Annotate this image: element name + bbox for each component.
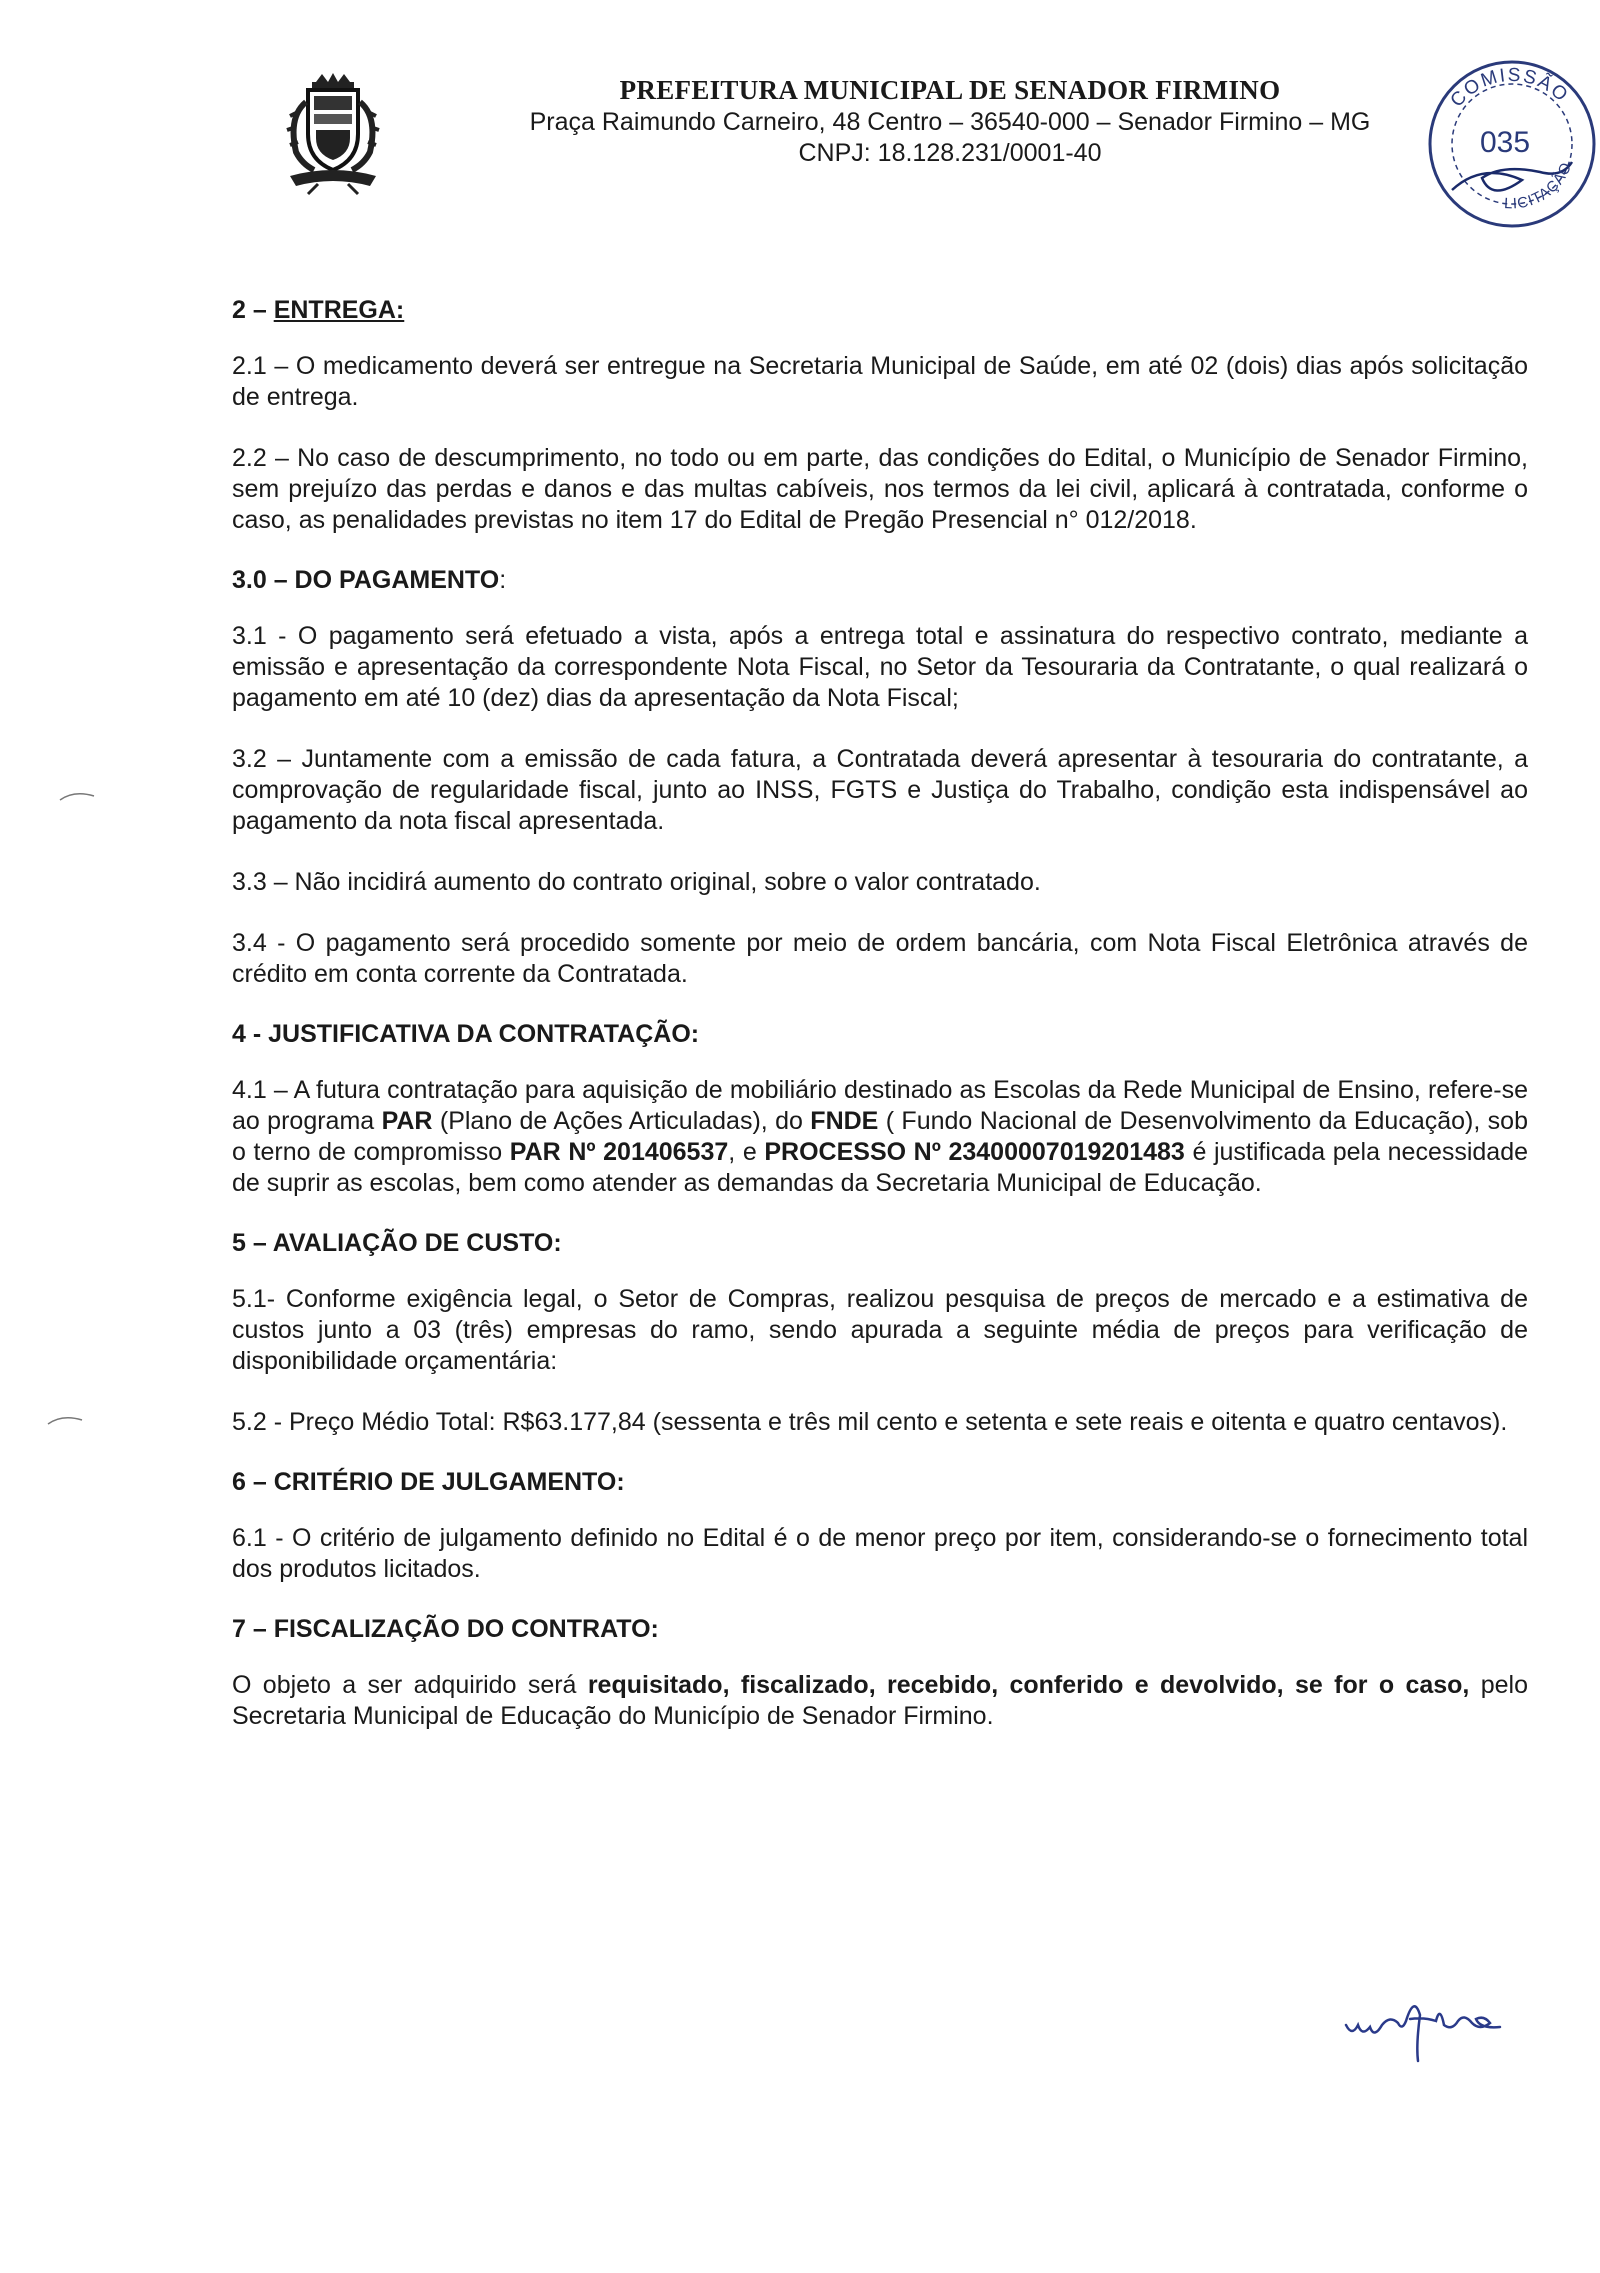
margin-tick-mark — [46, 1412, 86, 1426]
coat-of-arms-icon — [278, 72, 388, 197]
paragraph-3-2: 3.2 – Juntamente com a emissão de cada fatura, a Contratada deverá apresentar à tesouraria do contratante, a comprovação de regularidade fiscal, junto ao INSS, FGTS e Justiça do Trabalho, condição esta indispensável ao pagamento da nota fiscal apresentada. — [232, 745, 1528, 835]
section-5-heading: 5 – AVALIAÇÃO DE CUSTO: — [232, 1229, 562, 1257]
stamp-top-text: COMISSÃO — [1446, 64, 1573, 112]
svg-text:COMISSÃO — [1447, 65, 1573, 112]
header-text — [470, 75, 1430, 168]
header-address: Praça Raimundo Carneiro, 48 Centro – 36540-000 – Senador Firmino – MG — [529, 108, 1371, 136]
section-2-heading: 2 – ENTREGA: — [232, 296, 405, 324]
header-cnpj: CNPJ: 18.128.231/0001-40 — [798, 139, 1102, 167]
section-7-heading: 7 – FISCALIZAÇÃO DO CONTRATO: — [232, 1615, 659, 1643]
paragraph-6-1: 6.1 - O critério de julgamento definido no Edital é o de menor preço por item, considerando-se o fornecimento total dos produtos licitados. — [232, 1524, 1528, 1583]
section-6-heading: 6 – CRITÉRIO DE JULGAMENTO: — [232, 1468, 625, 1496]
paragraph-5-1: 5.1- Conforme exigência legal, o Setor de Compras, realizou pesquisa de preços de mercado e a estimativa de custos junto a 03 (três) empresas do ramo, sendo apurada a seguinte média de preços para verificação de disponibilidade orçamentária: — [232, 1285, 1528, 1375]
stamp-number: 035 — [1480, 126, 1531, 159]
section-4-heading: 4 - JUSTIFICATIVA DA CONTRATAÇÃO: — [232, 1020, 700, 1048]
header-title: PREFEITURA MUNICIPAL DE SENADOR FIRMINO — [619, 75, 1281, 105]
margin-tick-mark — [58, 788, 98, 802]
commission-stamp-icon — [1422, 52, 1600, 230]
paragraph-2-1: 2.1 – O medicamento deverá ser entregue na Secretaria Municipal de Saúde, em até 02 (dois) dias após solicitação de entrega. — [232, 352, 1528, 411]
paragraph-3-1: 3.1 - O pagamento será efetuado a vista, após a entrega total e assinatura do respectivo contrato, mediante a emissão e apresentação da correspondente Nota Fiscal, no Setor da Tesouraria da Contratante, o qual realizará o pagamento em até 10 (dez) dias da apresentação da Nota Fiscal; — [232, 622, 1528, 712]
paragraph-3-3: 3.3 – Não incidirá aumento do contrato original, sobre o valor contratado. — [232, 868, 1041, 896]
handwritten-signature — [1340, 1985, 1520, 2065]
document-body — [232, 296, 1528, 1762]
section-3-heading: 3.0 – DO PAGAMENTO: — [232, 566, 507, 594]
paragraph-4-1: 4.1 – A futura contratação para aquisição de mobiliário destinado as Escolas da Rede Municipal de Ensino, refere-se ao programa PAR (Plano de Ações Articuladas), do FNDE ( Fundo Nacional de Desenvolvimento da Educação), sob o terno de compromisso PAR Nº 201406537, e PROCESSO Nº 23400007019201483 é justificada pela necessidade de suprir as escolas, bem como atender as demandas da Secretaria Municipal de Educação. — [232, 1076, 1529, 1197]
paragraph-5-2: 5.2 - Preço Médio Total: R$63.177,84 (sessenta e três mil cento e setenta e sete reais e oitenta e quatro centavos). — [232, 1408, 1508, 1436]
paragraph-3-4: 3.4 - O pagamento será procedido somente por meio de ordem bancária, com Nota Fiscal Eletrônica através de crédito em conta corrente da Contratada. — [232, 929, 1528, 988]
document-header — [0, 0, 1600, 220]
stamp-bottom-text: LICITAÇÃO — [1503, 159, 1576, 213]
paragraph-7-1: O objeto a ser adquirido será requisitado, fiscalizado, recebido, conferido e devolvido, se for o caso, pelo Secretaria Municipal de Educação do Município de Senador Firmino. — [232, 1671, 1529, 1730]
paragraph-2-2: 2.2 – No caso de descumprimento, no todo ou em parte, das condições do Edital, o Município de Senador Firmino, sem prejuízo das perdas e danos e das multas cabíveis, nos termos da lei civil, aplicará à contratada, conforme o caso, as penalidades previstas no item 17 do Edital de Pregão Presencial n° 012/2018. — [232, 444, 1528, 534]
